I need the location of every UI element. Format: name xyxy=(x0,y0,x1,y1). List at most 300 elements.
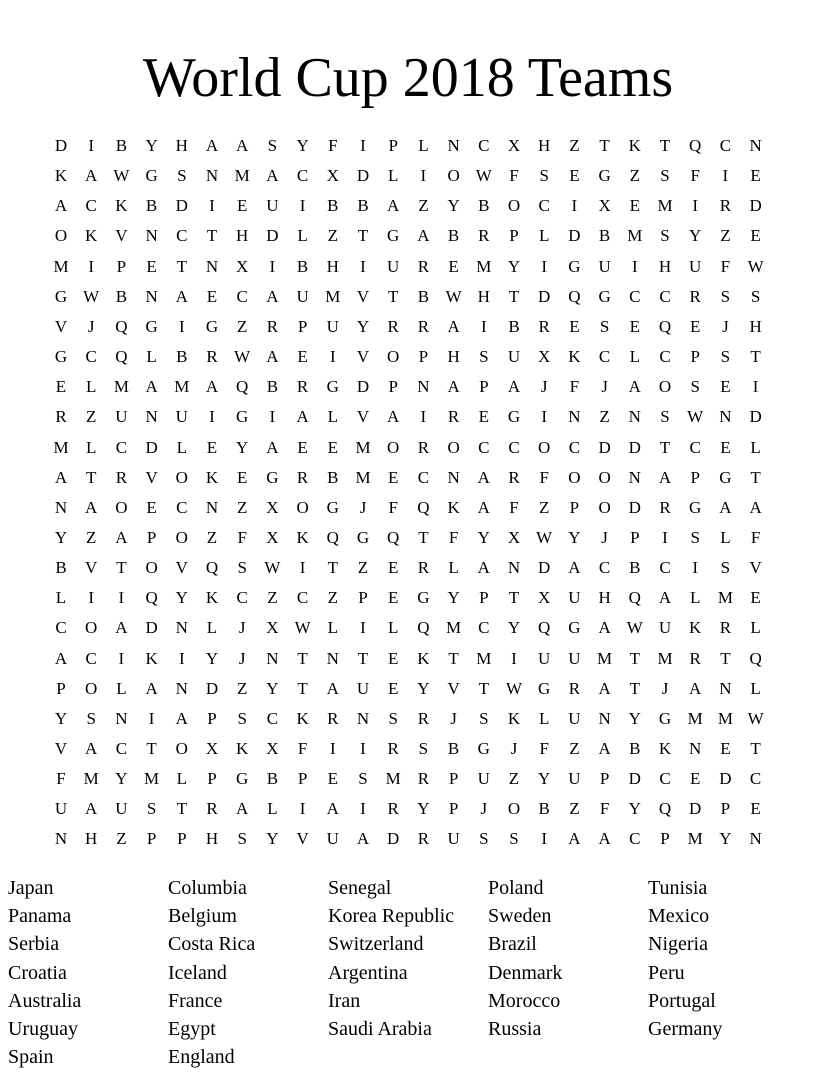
grid-letter: A xyxy=(387,407,400,427)
grid-letter: S xyxy=(720,286,731,306)
word-bank-item: Costa Rica xyxy=(168,933,256,956)
grid-letter: S xyxy=(388,708,398,728)
grid-letter: L xyxy=(689,588,701,608)
grid-letter: T xyxy=(629,678,640,698)
grid-letter: S xyxy=(267,136,278,155)
grid-letter: A xyxy=(205,136,219,155)
grid-letter: W xyxy=(536,527,553,547)
grid-letter: D xyxy=(628,497,641,517)
grid-letter: A xyxy=(326,678,339,698)
grid-row xyxy=(46,644,771,674)
grid-letter: B xyxy=(327,467,339,487)
grid-letter: P xyxy=(207,769,217,789)
grid-letter: U xyxy=(115,799,128,819)
grid-letter: A xyxy=(477,497,490,517)
grid-letter: Z xyxy=(327,226,338,246)
grid-letter: U xyxy=(326,316,339,336)
grid-letter: A xyxy=(236,136,249,155)
grid-letter: M xyxy=(717,588,733,608)
grid-letter: C xyxy=(659,769,671,789)
grid-letter: Y xyxy=(115,769,128,789)
grid-letter: O xyxy=(54,226,68,246)
grid-letter: U xyxy=(568,708,581,728)
grid-letter: M xyxy=(687,708,703,728)
grid-letter: D xyxy=(356,377,370,397)
grid-letter: U xyxy=(356,678,370,698)
grid-letter: R xyxy=(417,437,430,457)
grid-letter: O xyxy=(538,437,551,457)
grid-letter: H xyxy=(658,256,672,276)
word-bank-item: Russia xyxy=(488,1017,542,1040)
grid-letter: J xyxy=(601,527,608,547)
grid-letter: I xyxy=(118,588,125,608)
grid-letter: R xyxy=(417,558,430,578)
grid-letter: I xyxy=(88,256,95,276)
grid-letter: Z xyxy=(85,527,97,547)
grid-letter: E xyxy=(146,256,157,276)
grid-letter: D xyxy=(538,286,551,306)
grid-letter: D xyxy=(689,799,702,819)
grid-letter: M xyxy=(355,437,371,457)
grid-letter: G xyxy=(54,347,68,367)
grid-letter: Z xyxy=(236,316,248,336)
grid-letter: W xyxy=(505,678,523,698)
grid-letter: O xyxy=(447,166,460,186)
grid-letter: Y xyxy=(54,708,68,728)
grid-letter: A xyxy=(236,799,249,819)
grid-letter: P xyxy=(630,527,640,547)
grid-letter: E xyxy=(387,678,399,698)
grid-letter: B xyxy=(598,226,611,246)
grid-row xyxy=(46,252,771,282)
grid-letter: Z xyxy=(236,497,248,517)
grid-letter: T xyxy=(448,648,459,668)
grid-letter: P xyxy=(569,497,580,517)
grid-letter: N xyxy=(749,829,762,849)
grid-letter: Q xyxy=(628,588,641,608)
grid-letter: A xyxy=(598,678,611,698)
grid-letter: D xyxy=(356,166,370,186)
word-bank-item: Poland xyxy=(488,877,544,899)
grid-letter: P xyxy=(690,347,700,367)
grid-row xyxy=(46,402,771,432)
grid-letter: S xyxy=(237,829,247,849)
grid-letter: Y xyxy=(417,799,430,819)
grid-letter: V xyxy=(175,558,188,578)
grid-letter: A xyxy=(628,377,641,397)
grid-letter: Q xyxy=(115,316,128,336)
grid-letter: M xyxy=(657,196,673,216)
grid-letter: N xyxy=(205,497,219,517)
grid-letter: A xyxy=(326,799,339,819)
grid-letter: N xyxy=(145,226,158,246)
grid-letter: S xyxy=(509,829,519,849)
grid-letter: L xyxy=(750,437,761,457)
grid-letter: E xyxy=(236,196,248,216)
grid-letter: F xyxy=(297,739,308,758)
grid-letter: I xyxy=(420,407,427,427)
grid-letter: H xyxy=(447,347,460,367)
grid-letter: G xyxy=(236,769,249,789)
word-bank-item: Uruguay xyxy=(8,1017,78,1040)
grid-letter: Y xyxy=(477,527,490,547)
grid-letter: Y xyxy=(175,588,188,608)
grid-letter: Q xyxy=(236,377,249,397)
word-bank-item: Egypt xyxy=(168,1017,216,1040)
grid-letter: U xyxy=(568,588,581,608)
grid-letter: T xyxy=(508,588,520,608)
grid-row xyxy=(46,734,771,764)
grid-letter: L xyxy=(116,678,127,698)
grid-letter: A xyxy=(658,588,672,608)
grid-letter: E xyxy=(387,588,399,608)
grid-letter: E xyxy=(569,166,580,186)
grid-row xyxy=(46,221,771,251)
grid-letter: L xyxy=(418,136,429,155)
grid-letter: L xyxy=(387,618,399,638)
word-bank-item: Belgium xyxy=(168,905,237,928)
grid-letter: H xyxy=(749,316,762,336)
grid-letter: D xyxy=(205,678,219,698)
grid-letter: A xyxy=(568,558,581,578)
grid-letter: S xyxy=(177,166,187,186)
word-bank-item: Tunisia xyxy=(648,877,708,899)
grid-letter: P xyxy=(509,226,519,246)
grid-letter: P xyxy=(146,829,157,849)
word-bank-item: Iceland xyxy=(168,961,227,984)
grid-letter: Q xyxy=(689,136,702,155)
grid-letter: K xyxy=(85,226,98,246)
grid-letter: K xyxy=(54,166,68,186)
grid-letter: R xyxy=(327,708,339,728)
grid-letter: X xyxy=(538,347,551,367)
grid-letter: C xyxy=(296,588,309,608)
grid-letter: L xyxy=(297,226,308,246)
grid-letter: Q xyxy=(205,558,219,578)
grid-letter: G xyxy=(719,467,732,487)
grid-letter: R xyxy=(659,497,671,517)
grid-letter: X xyxy=(266,497,279,517)
grid-letter: X xyxy=(538,588,551,608)
grid-letter: U xyxy=(538,648,551,668)
grid-letter: S xyxy=(237,558,247,578)
grid-letter: I xyxy=(269,256,276,276)
grid-letter: T xyxy=(357,226,369,246)
grid-letter: X xyxy=(266,618,279,638)
grid-letter: E xyxy=(387,558,399,578)
grid-letter: E xyxy=(720,739,731,758)
grid-letter: Y xyxy=(568,527,581,547)
grid-letter: F xyxy=(328,136,338,155)
grid-letter: N xyxy=(326,648,339,668)
grid-letter: A xyxy=(145,678,158,698)
grid-letter: D xyxy=(145,618,158,638)
grid-letter: V xyxy=(356,347,370,367)
grid-letter: C xyxy=(508,437,520,457)
grid-letter: E xyxy=(750,226,761,246)
grid-letter: Z xyxy=(267,588,278,608)
grid-letter: Z xyxy=(206,527,218,547)
grid-letter: D xyxy=(719,769,732,789)
grid-letter: I xyxy=(360,136,366,155)
word-bank-item: Panama xyxy=(8,905,72,928)
grid-letter: R xyxy=(719,196,732,216)
grid-letter: L xyxy=(55,588,67,608)
grid-letter: A xyxy=(54,467,68,487)
grid-row xyxy=(46,131,771,161)
grid-letter: S xyxy=(690,527,700,547)
grid-letter: L xyxy=(629,347,640,367)
grid-letter: L xyxy=(206,618,218,638)
grid-letter: Y xyxy=(719,829,732,849)
grid-row xyxy=(46,372,771,402)
word-bank-item: Senegal xyxy=(328,877,392,899)
grid-letter: P xyxy=(146,527,157,547)
grid-letter: V xyxy=(749,558,762,578)
grid-letter: Y xyxy=(507,256,521,276)
grid-letter: C xyxy=(659,286,671,306)
grid-letter: Y xyxy=(54,527,68,547)
grid-letter: F xyxy=(388,497,398,517)
grid-letter: G xyxy=(356,527,370,547)
grid-letter: A xyxy=(175,286,188,306)
word-bank-item: Morocco xyxy=(488,989,561,1012)
grid-letter: S xyxy=(479,347,489,367)
grid-letter: N xyxy=(145,286,158,306)
grid-letter: M xyxy=(113,377,129,397)
grid-letter: N xyxy=(628,467,641,487)
grid-letter: W xyxy=(294,618,311,638)
grid-letter: I xyxy=(692,558,699,578)
grid-letter: N xyxy=(175,618,188,638)
grid-letter: R xyxy=(568,678,581,698)
grid-letter: K xyxy=(568,347,581,367)
grid-letter: M xyxy=(476,648,492,668)
grid-letter: C xyxy=(659,558,671,578)
grid-letter: E xyxy=(297,347,308,367)
grid-letter: I xyxy=(692,196,699,216)
word-bank-item: Denmark xyxy=(488,961,563,984)
grid-letter: C xyxy=(478,618,490,638)
grid-letter: U xyxy=(568,648,581,668)
grid-letter: I xyxy=(209,196,215,216)
grid-letter: Z xyxy=(236,678,248,698)
grid-letter: Y xyxy=(628,708,641,728)
grid-letter: A xyxy=(85,739,98,758)
grid-letter: M xyxy=(476,256,492,276)
grid-letter: A xyxy=(54,196,68,216)
grid-letter: M xyxy=(657,648,673,668)
grid-letter: I xyxy=(209,407,215,427)
grid-letter: Z xyxy=(85,407,97,427)
grid-letter: U xyxy=(54,799,68,819)
grid-letter: E xyxy=(55,377,67,397)
grid-letter: B xyxy=(357,196,369,216)
grid-letter: A xyxy=(266,286,279,306)
grid-letter: G xyxy=(417,588,430,608)
grid-letter: Y xyxy=(447,196,460,216)
grid-letter: P xyxy=(479,588,489,608)
grid-letter: I xyxy=(420,166,427,186)
grid-letter: T xyxy=(750,467,761,487)
grid-letter: A xyxy=(85,166,98,186)
grid-letter: E xyxy=(146,497,157,517)
grid-letter: A xyxy=(477,558,490,578)
grid-letter: A xyxy=(115,618,128,638)
grid-letter: T xyxy=(720,648,731,668)
grid-letter: I xyxy=(541,256,548,276)
grid-row xyxy=(46,161,771,191)
grid-letter: E xyxy=(327,769,338,789)
word-bank-item: Australia xyxy=(8,989,82,1012)
grid-letter: Y xyxy=(296,136,309,155)
grid-letter: K xyxy=(145,648,158,668)
grid-letter: Q xyxy=(387,527,400,547)
grid-letter: J xyxy=(238,648,246,668)
grid-letter: T xyxy=(478,678,489,698)
grid-letter: T xyxy=(357,648,369,668)
grid-letter: K xyxy=(447,497,460,517)
grid-letter: N xyxy=(749,136,762,155)
grid-row xyxy=(46,282,771,312)
grid-letter: S xyxy=(599,316,610,336)
grid-letter: N xyxy=(205,256,219,276)
grid-letter: I xyxy=(752,377,759,397)
grid-letter: S xyxy=(358,769,368,789)
grid-row xyxy=(46,704,771,734)
grid-letter: J xyxy=(450,708,457,728)
grid-letter: H xyxy=(85,829,98,849)
grid-letter: R xyxy=(508,467,520,487)
grid-letter: C xyxy=(598,558,611,578)
grid-letter: L xyxy=(85,377,97,397)
grid-letter: N xyxy=(689,739,702,758)
grid-letter: D xyxy=(145,437,158,457)
grid-letter: K xyxy=(507,708,521,728)
grid-letter: Y xyxy=(145,136,158,155)
grid-letter: F xyxy=(599,799,610,819)
grid-letter: N xyxy=(266,648,279,668)
grid-letter: N xyxy=(54,829,68,849)
grid-letter: M xyxy=(53,256,69,276)
word-bank-item: Nigeria xyxy=(648,933,708,956)
grid-letter: R xyxy=(417,256,430,276)
grid-letter: R xyxy=(417,316,430,336)
grid-letter: C xyxy=(236,588,248,608)
page-title: World Cup 2018 Teams xyxy=(142,47,674,109)
grid-row xyxy=(46,613,771,643)
grid-letter: R xyxy=(296,377,309,397)
grid-letter: G xyxy=(568,256,581,276)
grid-letter: I xyxy=(541,829,548,849)
grid-letter: A xyxy=(85,497,98,517)
grid-letter: F xyxy=(56,769,66,789)
grid-letter: P xyxy=(720,799,731,819)
grid-letter: A xyxy=(598,829,611,849)
grid-letter: A xyxy=(598,739,611,758)
grid-letter: R xyxy=(55,407,67,427)
grid-letter: K xyxy=(417,648,430,668)
grid-letter: A xyxy=(387,196,400,216)
grid-letter: E xyxy=(689,316,701,336)
word-bank-item: Croatia xyxy=(8,961,67,984)
grid-letter: Y xyxy=(538,769,551,789)
grid-letter: E xyxy=(206,437,218,457)
grid-letter: T xyxy=(297,648,308,668)
grid-letter: I xyxy=(299,558,306,578)
grid-letter: B xyxy=(538,799,550,819)
grid-letter: Z xyxy=(418,196,429,216)
grid-letter: A xyxy=(477,467,490,487)
grid-letter: A xyxy=(507,377,521,397)
grid-letter: W xyxy=(475,166,492,186)
grid-letter: S xyxy=(237,708,247,728)
grid-letter: E xyxy=(629,316,640,336)
grid-letter: T xyxy=(176,256,187,276)
grid-letter: G xyxy=(145,316,158,336)
grid-letter: C xyxy=(266,708,279,728)
grid-letter: O xyxy=(175,739,188,758)
grid-letter: X xyxy=(326,166,339,186)
word-bank-item: France xyxy=(168,989,223,1012)
grid-letter: F xyxy=(569,377,580,397)
grid-letter: C xyxy=(296,166,309,186)
grid-letter: W xyxy=(626,618,643,638)
grid-letter: Z xyxy=(508,769,520,789)
grid-letter: C xyxy=(478,136,490,155)
grid-letter: Y xyxy=(689,226,702,246)
grid-letter: D xyxy=(749,196,762,216)
word-bank-column xyxy=(168,874,328,1071)
word-bank-item: England xyxy=(168,1046,235,1069)
grid-letter: Y xyxy=(507,618,521,638)
grid-letter: B xyxy=(145,196,158,216)
grid-letter: T xyxy=(146,739,157,758)
word-bank-item: Spain xyxy=(8,1046,54,1069)
grid-letter: J xyxy=(540,377,548,397)
grid-letter: C xyxy=(629,829,641,849)
grid-letter: I xyxy=(118,648,125,668)
grid-letter: I xyxy=(541,407,548,427)
grid-letter: M xyxy=(144,769,160,789)
grid-letter: O xyxy=(507,799,521,819)
grid-letter: K xyxy=(296,527,309,547)
grid-letter: O xyxy=(447,437,460,457)
grid-letter: H xyxy=(326,256,339,276)
grid-letter: Y xyxy=(417,678,430,698)
grid-letter: G xyxy=(236,407,249,427)
grid-letter: P xyxy=(116,256,127,276)
word-bank-item: Japan xyxy=(8,877,54,899)
word-bank-item: Mexico xyxy=(648,905,710,928)
grid-letter: L xyxy=(538,226,550,246)
grid-letter: M xyxy=(325,286,341,306)
grid-letter: G xyxy=(598,166,611,186)
grid-letter: L xyxy=(327,407,338,427)
grid-letter: U xyxy=(447,829,460,849)
grid-letter: F xyxy=(539,739,549,758)
grid-letter: I xyxy=(299,799,306,819)
grid-letter: E xyxy=(448,256,459,276)
grid-letter: J xyxy=(87,316,95,336)
grid-row xyxy=(46,674,771,704)
grid-letter: S xyxy=(750,286,761,306)
grid-letter: E xyxy=(387,467,399,487)
grid-letter: N xyxy=(356,708,370,728)
grid-letter: B xyxy=(55,558,67,578)
grid-letter: P xyxy=(56,678,66,698)
grid-letter: A xyxy=(145,377,158,397)
